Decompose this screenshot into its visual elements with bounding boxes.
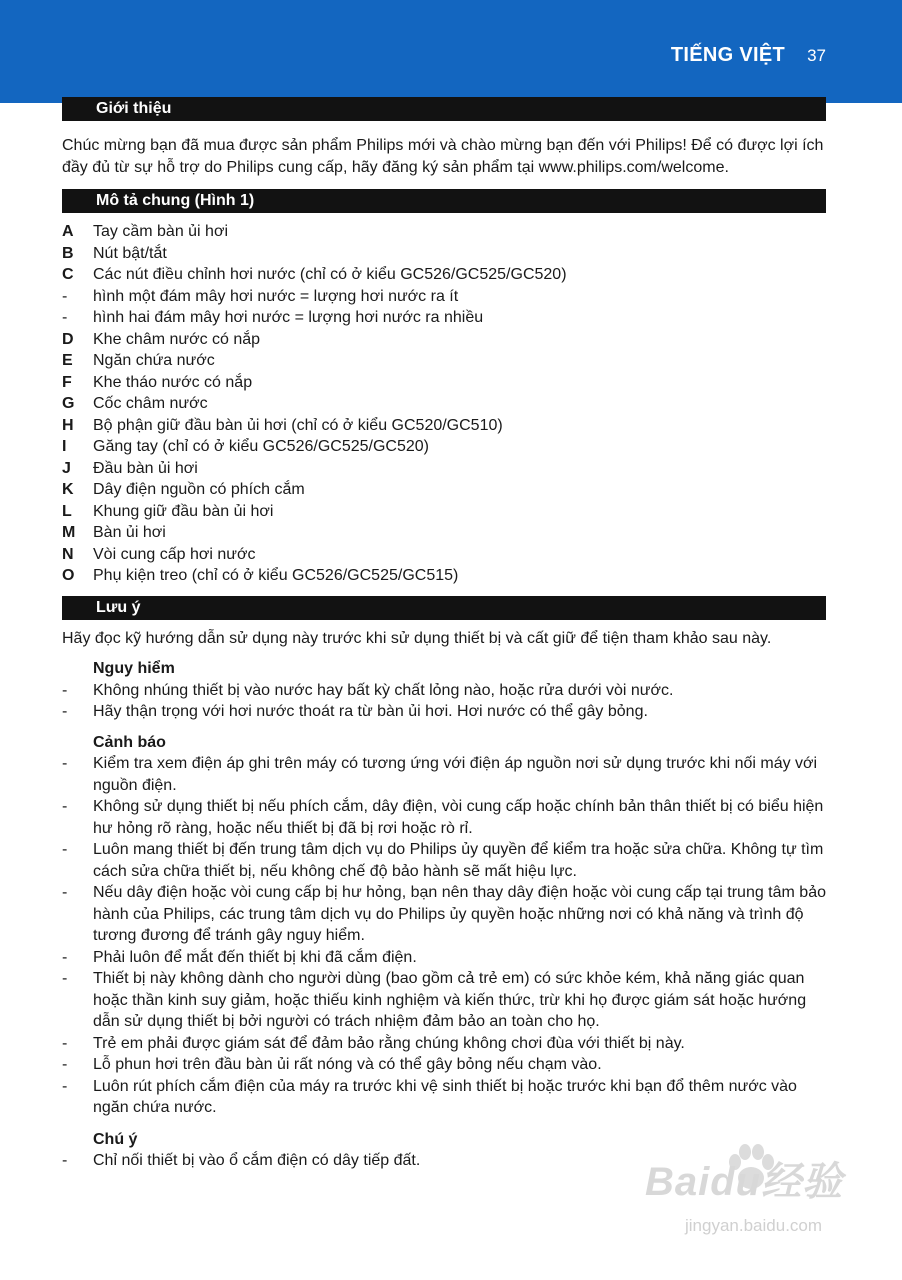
part-label: Phụ kiện treo (chỉ có ở kiểu GC526/GC525/GC515) bbox=[93, 567, 459, 584]
page-content bbox=[62, 97, 826, 1172]
item-key: - bbox=[62, 1152, 68, 1169]
part-key: B bbox=[62, 244, 74, 262]
item-text: Lỗ phun hơi trên đầu bàn ủi rất nóng và có thể gây bỏng nếu chạm vào. bbox=[93, 1056, 602, 1073]
header-bar bbox=[0, 0, 902, 103]
part-item bbox=[62, 350, 826, 372]
part-key: F bbox=[62, 373, 72, 391]
item-key: - bbox=[62, 970, 68, 987]
part-key: H bbox=[62, 416, 74, 434]
part-label: Nút bật/tắt bbox=[93, 244, 167, 262]
part-item bbox=[62, 264, 826, 286]
part-label: Bàn ủi hơi bbox=[93, 524, 166, 541]
item-key: - bbox=[62, 681, 68, 699]
part-item bbox=[62, 479, 826, 501]
watermark bbox=[645, 1150, 895, 1270]
part-label: Bộ phận giữ đầu bàn ủi hơi (chỉ có ở kiểu GC520/GC510) bbox=[93, 416, 503, 434]
part-item bbox=[62, 243, 826, 265]
item-text: Luôn rút phích cắm điện của máy ra trước khi vệ sinh thiết bị hoặc trước khi bạn đổ thêm nước vào ngăn chứa nước. bbox=[93, 1077, 797, 1116]
part-item bbox=[62, 458, 826, 480]
part-key: C bbox=[62, 266, 74, 283]
part-key: N bbox=[62, 545, 74, 563]
item-text: Trẻ em phải được giám sát để đảm bảo rằng chúng không chơi đùa với thiết bị này. bbox=[93, 1034, 685, 1052]
item-key: - bbox=[62, 1077, 68, 1095]
part-key: G bbox=[62, 395, 75, 412]
part-item bbox=[62, 544, 826, 566]
item-key: - bbox=[62, 755, 68, 772]
section-title-intro: Giới thiệu bbox=[62, 97, 826, 121]
part-label: Ngăn chứa nước bbox=[93, 352, 215, 369]
part-item bbox=[62, 307, 826, 329]
part-item bbox=[62, 329, 826, 351]
warning-item bbox=[62, 947, 826, 969]
item-key: - bbox=[62, 841, 68, 858]
caution-heading: Chú ý bbox=[93, 1130, 138, 1148]
item-key: - bbox=[62, 948, 68, 966]
intro-text: Chúc mừng bạn đã mua được sản phẩm Philips mới và chào mừng bạn đến với Philips! Để có được lợi ích đầy đủ từ sự hỗ trợ do Philips cung cấp, hãy đăng ký sản phẩm tại www.philips.com/welcome. bbox=[62, 137, 824, 176]
part-label: hình hai đám mây hơi nước = lượng hơi nước ra nhiều bbox=[93, 309, 484, 326]
item-text: Chỉ nối thiết bị vào ổ cắm điện có dây tiếp đất. bbox=[93, 1152, 421, 1169]
part-key: - bbox=[62, 309, 68, 326]
warning-item bbox=[62, 1033, 826, 1055]
warning-item bbox=[62, 796, 826, 839]
part-label: Đầu bàn ủi hơi bbox=[93, 459, 198, 477]
part-key: E bbox=[62, 352, 73, 369]
item-text: Thiết bị này không dành cho người dùng (bao gồm cả trẻ em) có sức khỏe kém, khả năng giác quan hoặc thần kinh suy giảm, hoặc thiếu kinh nghiệm và kiến thức, trừ khi họ được giám sát hoặc hướng dẫn sử dụng thiết bị bởi người có trách nhiệm đảm bảo an toàn cho họ. bbox=[93, 970, 807, 1030]
warning-item bbox=[62, 1054, 826, 1076]
part-item bbox=[62, 393, 826, 415]
watermark-url: jingyan.baidu.com bbox=[685, 1216, 823, 1235]
part-item bbox=[62, 565, 826, 587]
item-text: Phải luôn để mắt đến thiết bị khi đã cắm điện. bbox=[93, 948, 417, 966]
part-key: L bbox=[62, 502, 72, 520]
part-label: Dây điện nguồn có phích cắm bbox=[93, 481, 305, 498]
item-text: Không nhúng thiết bị vào nước hay bất kỳ chất lỏng nào, hoặc rửa dưới vòi nước. bbox=[93, 681, 674, 699]
notes-intro: Hãy đọc kỹ hướng dẫn sử dụng này trước khi sử dụng thiết bị và cất giữ để tiện tham khảo sau này. bbox=[62, 629, 772, 647]
part-item bbox=[62, 415, 826, 437]
warning-list bbox=[62, 753, 826, 1119]
part-key: A bbox=[62, 223, 74, 240]
part-item bbox=[62, 221, 826, 243]
part-item bbox=[62, 286, 826, 308]
part-label: Khe châm nước có nắp bbox=[93, 330, 261, 348]
part-item bbox=[62, 372, 826, 394]
item-text: Không sử dụng thiết bị nếu phích cắm, dây điện, vòi cung cấp hoặc chính bản thân thiết bị có biểu hiện hư hỏng rõ ràng, hoặc nếu thiết bị đã bị rơi hoặc rò rỉ. bbox=[93, 798, 824, 837]
item-text: Nếu dây điện hoặc vòi cung cấp bị hư hỏng, bạn nên thay dây điện hoặc vòi cung cấp tại trung tâm bảo hành của Philips, các trung tâm dịch vụ do Philips ủy quyền hoặc những nơi có khả năng và trình độ tương đương để tránh gây nguy hiểm. bbox=[93, 884, 826, 944]
part-item bbox=[62, 436, 826, 458]
part-label: Khung giữ đầu bàn ủi hơi bbox=[93, 502, 274, 520]
item-key: - bbox=[62, 884, 68, 901]
part-key: K bbox=[62, 481, 74, 498]
page-number: 37 bbox=[807, 46, 826, 65]
part-key: O bbox=[62, 567, 75, 584]
item-key: - bbox=[62, 1034, 68, 1052]
item-key: - bbox=[62, 703, 68, 720]
warning-heading: Cảnh báo bbox=[93, 733, 166, 751]
part-label: Vòi cung cấp hơi nước bbox=[93, 545, 256, 563]
item-text: Kiểm tra xem điện áp ghi trên máy có tương ứng với điện áp nguồn nơi sử dụng trước khi nối máy với nguồn điện. bbox=[93, 755, 818, 794]
item-key: - bbox=[62, 1056, 68, 1073]
part-key: I bbox=[62, 438, 67, 455]
item-text: Hãy thận trọng với hơi nước thoát ra từ bàn ủi hơi. Hơi nước có thể gây bỏng. bbox=[93, 703, 648, 720]
part-key: D bbox=[62, 330, 74, 348]
part-key: - bbox=[62, 287, 68, 305]
part-label: Cốc châm nước bbox=[93, 395, 208, 412]
part-label: Tay cầm bàn ủi hơi bbox=[93, 223, 228, 240]
danger-item bbox=[62, 680, 826, 702]
item-text: Luôn mang thiết bị đến trung tâm dịch vụ do Philips ủy quyền để kiểm tra hoặc sửa chữa. Không tự tìm cách sửa chữa thiết bị, nếu không chế độ bảo hành sẽ mất hiệu lực. bbox=[93, 841, 824, 880]
section-title-notes: Lưu ý bbox=[62, 596, 826, 620]
danger-list bbox=[62, 680, 826, 723]
language-heading: TIẾNG VIỆT bbox=[670, 44, 785, 66]
warning-item bbox=[62, 839, 826, 882]
part-label: Các nút điều chỉnh hơi nước (chỉ có ở kiểu GC526/GC525/GC520) bbox=[93, 266, 567, 283]
general-description-list bbox=[62, 221, 826, 587]
warning-item bbox=[62, 968, 826, 1033]
part-item bbox=[62, 501, 826, 523]
part-label: Găng tay (chỉ có ở kiểu GC526/GC525/GC520) bbox=[93, 438, 429, 455]
warning-item bbox=[62, 1076, 826, 1119]
part-label: Khe tháo nước có nắp bbox=[93, 373, 253, 391]
part-key: J bbox=[62, 459, 71, 477]
item-key: - bbox=[62, 798, 68, 815]
warning-item bbox=[62, 882, 826, 947]
section-title-general: Mô tả chung (Hình 1) bbox=[62, 189, 826, 213]
danger-item bbox=[62, 701, 826, 723]
part-key: M bbox=[62, 524, 76, 541]
part-item bbox=[62, 522, 826, 544]
part-label: hình một đám mây hơi nước = lượng hơi nước ra ít bbox=[93, 287, 459, 305]
warning-item bbox=[62, 753, 826, 796]
watermark-logo: Baidu经验 bbox=[645, 1160, 844, 1204]
danger-heading: Nguy hiểm bbox=[93, 660, 175, 677]
